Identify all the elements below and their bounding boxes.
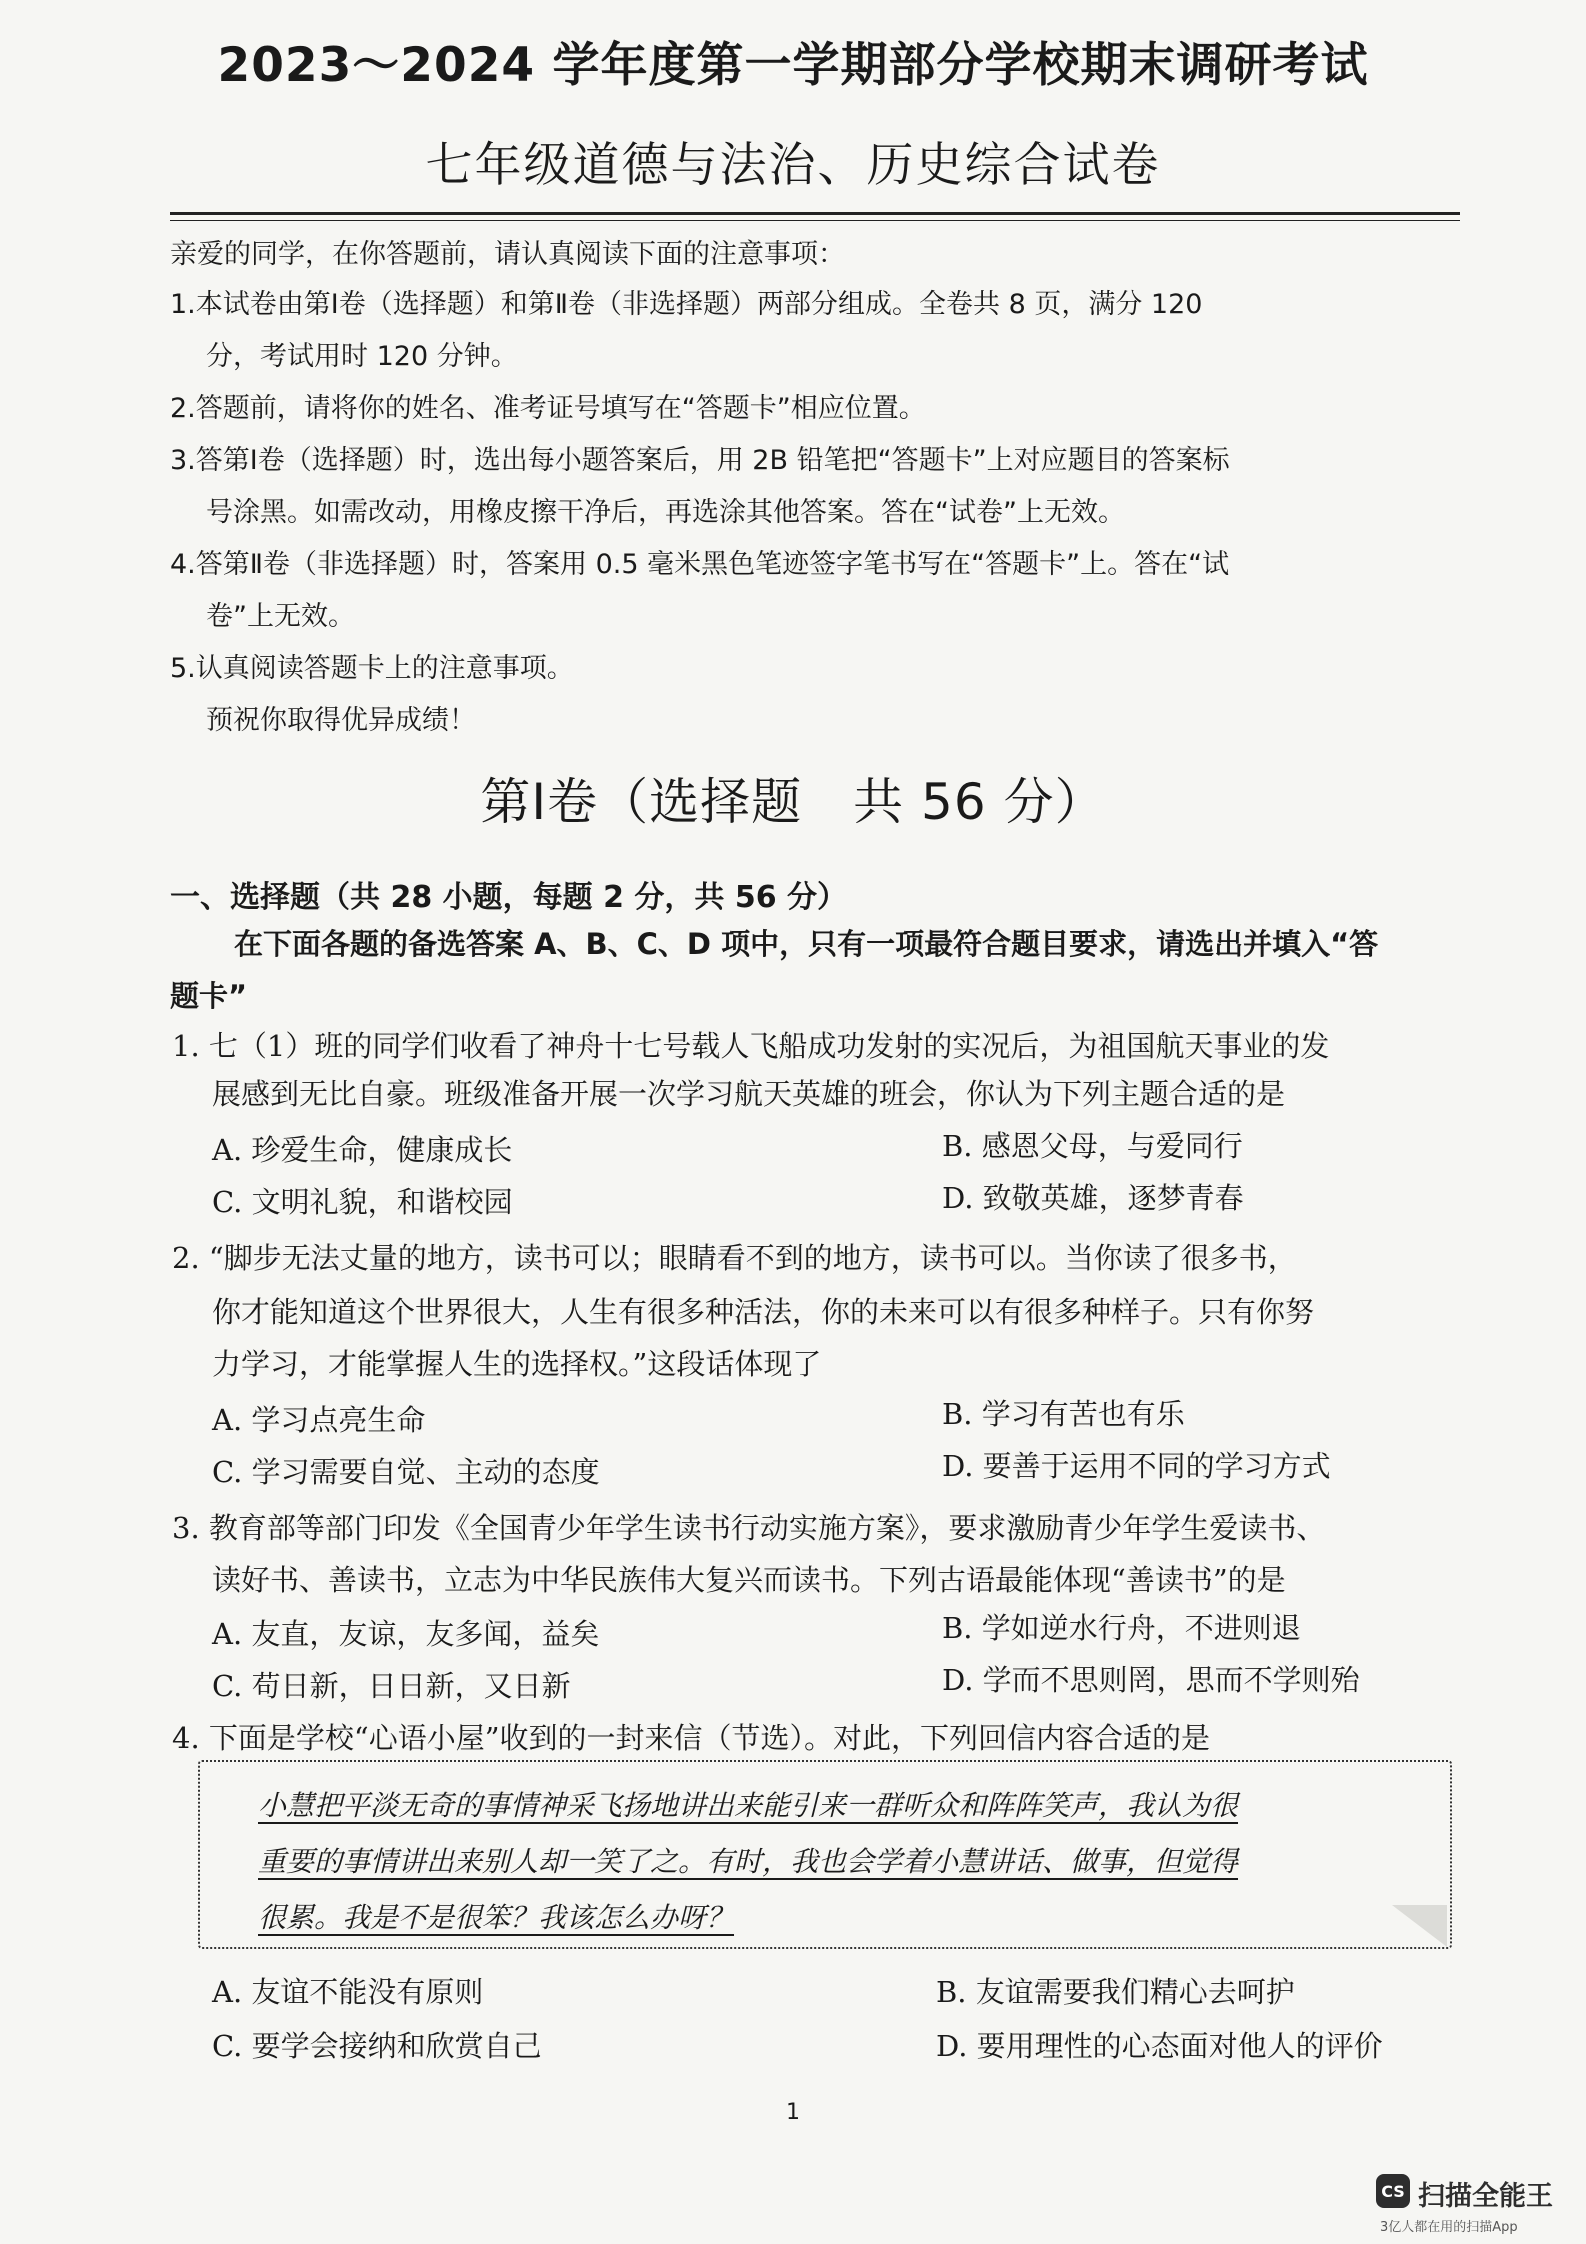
instruction-line: 题卡” <box>170 979 248 1013</box>
page-curl-decoration <box>1392 1905 1447 1947</box>
question-2-option-c: C. 学习需要自觉、主动的态度 <box>212 1455 600 1489</box>
notice-line: 1.本试卷由第Ⅰ卷（选择题）和第Ⅱ卷（非选择题）两部分组成。全卷共 8 页，满分 120 <box>170 289 1203 320</box>
question-4-option-c: C. 要学会接纳和欣赏自己 <box>212 2029 542 2063</box>
notice-line: 4.答第Ⅱ卷（非选择题）时，答案用 0.5 毫米黑色笔迹签字笔书写在“答题卡”上。答在“试 <box>170 549 1230 580</box>
question-1-stem: 1. 七（1）班的同学们收看了神舟十七号载人飞船成功发射的实况后，为祖国航天事业的发 <box>172 1029 1330 1063</box>
notice-intro: 亲爱的同学，在你答题前，请认真阅读下面的注意事项： <box>170 239 845 270</box>
question-4-option-b: B. 友谊需要我们精心去呵护 <box>936 1975 1295 2009</box>
question-1-option-b: B. 感恩父母，与爱同行 <box>942 1129 1243 1163</box>
letter-line: 重要的事情讲出来别人却一笑了之。有时，我也会学着小慧讲话、做事，但觉得 <box>258 1845 1239 1878</box>
notice-line: 卷”上无效。 <box>206 601 355 632</box>
header-divider-thick <box>170 212 1460 215</box>
question-2-option-d: D. 要善于运用不同的学习方式 <box>942 1449 1331 1483</box>
question-3-stem: 读好书、善读书，立志为中华民族伟大复兴而读书。下列古语最能体现“善读书”的是 <box>212 1563 1286 1597</box>
question-4-stem: 4. 下面是学校“心语小屋”收到的一封来信（节选）。对此，下列回信内容合适的是 <box>172 1721 1211 1755</box>
part-heading: 一、选择题（共 28 小题，每题 2 分，共 56 分） <box>170 880 848 915</box>
question-2-option-b: B. 学习有苦也有乐 <box>942 1397 1185 1431</box>
page-number: 1 <box>786 2100 800 2125</box>
question-3-option-a: A. 友直，友谅，友多闻，益矣 <box>212 1617 600 1651</box>
notice-line: 分，考试用时 120 分钟。 <box>206 341 518 372</box>
section-title: 第Ⅰ卷（选择题 共 56 分） <box>480 773 1106 831</box>
camscanner-logo-icon: CS <box>1376 2174 1410 2208</box>
question-2-stem: 你才能知道这个世界很大，人生有很多种活法，你的未来可以有很多种样子。只有你努 <box>212 1295 1315 1329</box>
question-4-option-a: A. 友谊不能没有原则 <box>212 1975 484 2009</box>
header-divider-thin <box>170 220 1460 221</box>
question-1-option-d: D. 致敬英雄，逐梦青春 <box>942 1181 1244 1215</box>
question-3-option-d: D. 学而不思则罔，思而不学则殆 <box>942 1663 1360 1697</box>
question-4-option-d: D. 要用理性的心态面对他人的评价 <box>936 2029 1383 2063</box>
question-2-stem: 力学习，才能掌握人生的选择权。”这段话体现了 <box>212 1347 822 1381</box>
question-1-option-c: C. 文明礼貌，和谐校园 <box>212 1185 513 1219</box>
notice-line: 号涂黑。如需改动，用橡皮擦干净后，再选涂其他答案。答在“试卷”上无效。 <box>206 497 1125 528</box>
question-2-stem: 2. “脚步无法丈量的地方，读书可以；眼睛看不到的地方，读书可以。当你读了很多书， <box>172 1241 1297 1275</box>
exam-title: 2023～2024 学年度第一学期部分学校期末调研考试 <box>217 38 1369 93</box>
question-1-option-a: A. 珍爱生命，健康成长 <box>212 1133 513 1167</box>
notice-line: 3.答第Ⅰ卷（选择题）时，选出每小题答案后，用 2B 铅笔把“答题卡”上对应题目的答案标 <box>170 445 1230 476</box>
notice-closing: 预祝你取得优异成绩！ <box>206 705 476 736</box>
watermark-app-name: 扫描全能王 <box>1418 2181 1553 2212</box>
notice-line: 5.认真阅读答题卡上的注意事项。 <box>170 653 574 684</box>
letter-line: 很累。我是不是很笨？我该怎么办呀？ <box>258 1901 735 1934</box>
watermark-tagline: 3亿人都在用的扫描App <box>1380 2220 1518 2235</box>
question-1-stem: 展感到无比自豪。班级准备开展一次学习航天英雄的班会，你认为下列主题合适的是 <box>212 1077 1286 1111</box>
question-3-option-c: C. 苟日新，日日新，又日新 <box>212 1669 571 1703</box>
question-3-option-b: B. 学如逆水行舟，不进则退 <box>942 1611 1301 1645</box>
instruction-line: 在下面各题的备选答案 A、B、C、D 项中，只有一项最符合题目要求，请选出并填入“答 <box>234 927 1379 961</box>
notice-line: 2.答题前，请将你的姓名、准考证号填写在“答题卡”相应位置。 <box>170 393 926 424</box>
exam-subtitle: 七年级道德与法治、历史综合试卷 <box>425 138 1161 193</box>
letter-line: 小慧把平淡无奇的事情神采飞扬地讲出来能引来一群听众和阵阵笑声，我认为很 <box>258 1789 1239 1822</box>
question-3-stem: 3. 教育部等部门印发《全国青少年学生读书行动实施方案》，要求激励青少年学生爱读书、 <box>172 1511 1326 1545</box>
question-2-option-a: A. 学习点亮生命 <box>212 1403 426 1437</box>
